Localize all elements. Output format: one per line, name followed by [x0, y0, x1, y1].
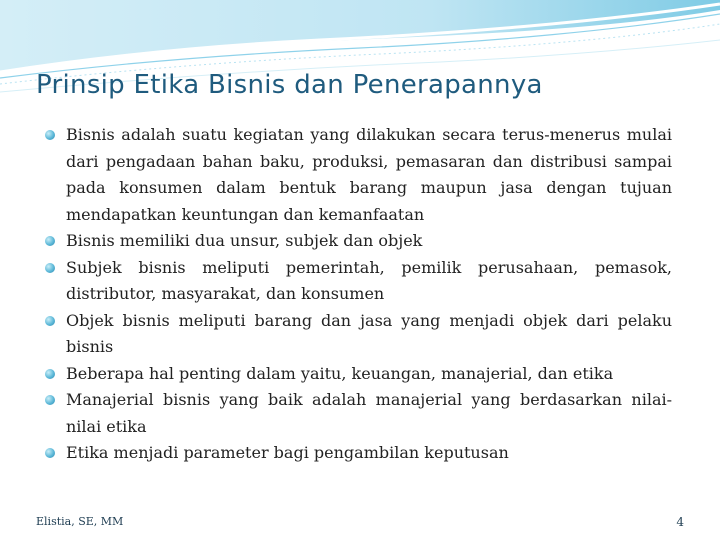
round-bullet-icon	[45, 395, 55, 405]
bullet-text: Bisnis memiliki dua unsur, subjek dan objek	[66, 231, 423, 250]
bullet-text: Bisnis adalah suatu kegiatan yang dilakukan secara terus-menerus mulai dari pengadaan bahan baku, produksi, pemasaran dan distribusi sampai pada konsumen dalam bentuk barang maupun jasa dengan tujuan mendapatkan keuntungan dan kemanfaatan	[66, 125, 672, 224]
bullet-item	[44, 361, 672, 388]
slide-title: Prinsip Etika Bisnis dan Penerapannya	[36, 70, 543, 100]
round-bullet-icon	[45, 369, 55, 379]
bullet-text: Manajerial bisnis yang baik adalah manajerial yang berdasarkan nilai-nilai etika	[66, 390, 672, 436]
bullet-item	[44, 440, 672, 467]
footer-author: Elistia, SE, MM	[36, 515, 124, 528]
bullet-list	[44, 122, 672, 467]
bullet-text: Etika menjadi parameter bagi pengambilan keputusan	[66, 443, 509, 462]
round-bullet-icon	[45, 236, 55, 246]
bullet-item	[44, 228, 672, 255]
round-bullet-icon	[45, 263, 55, 273]
bullet-item	[44, 387, 672, 440]
page-number: 4	[676, 515, 684, 529]
bullet-text: Objek bisnis meliputi barang dan jasa yang menjadi objek dari pelaku bisnis	[66, 310, 672, 356]
round-bullet-icon	[45, 448, 55, 458]
bullet-item	[44, 255, 672, 308]
bullet-item	[44, 308, 672, 361]
bullet-item	[44, 122, 672, 228]
bullet-text: Subjek bisnis meliputi pemerintah, pemilik perusahaan, pemasok, distributor, masyarakat, dan konsumen	[66, 257, 672, 303]
round-bullet-icon	[45, 130, 55, 140]
round-bullet-icon	[45, 316, 55, 326]
bullet-text: Beberapa hal penting dalam yaitu, keuangan, manajerial, dan etika	[66, 363, 614, 383]
